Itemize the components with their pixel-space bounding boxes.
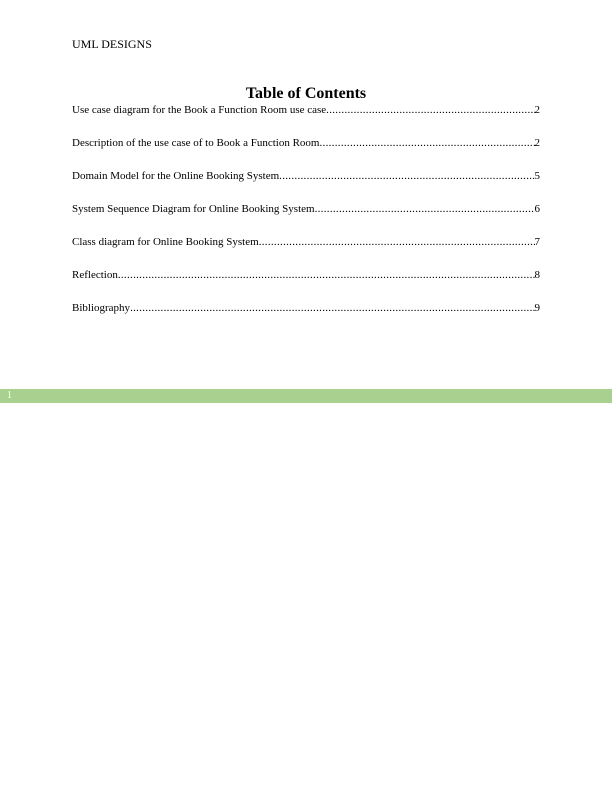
toc-entry-label: Domain Model for the Online Booking System — [72, 170, 280, 182]
toc-entry-label: Class diagram for Online Booking System — [72, 236, 259, 248]
footer-page-number: 1 — [7, 390, 12, 401]
toc-entry-page: 9 — [534, 302, 540, 314]
toc-entry-page: 2 — [534, 137, 540, 149]
toc-entry-page: 5 — [534, 170, 540, 182]
toc-dot-leader — [319, 137, 534, 150]
toc-dot-leader — [259, 236, 535, 249]
toc-dot-leader — [315, 203, 535, 216]
toc-entry-use-case-diagram[interactable] — [72, 104, 540, 117]
toc-dot-leader — [279, 170, 534, 183]
toc-entry-use-case-description[interactable] — [72, 137, 540, 150]
footer-band — [0, 389, 612, 403]
toc-dot-leader — [118, 269, 535, 282]
toc-entry-class-diagram[interactable] — [72, 236, 540, 249]
toc-entry-bibliography[interactable] — [72, 302, 540, 315]
toc-entry-label: System Sequence Diagram for Online Booking System — [72, 203, 315, 215]
toc-entry-label: Reflection — [72, 269, 118, 281]
table-of-contents — [72, 104, 540, 335]
toc-entry-reflection[interactable] — [72, 269, 540, 282]
toc-entry-label: Bibliography — [72, 302, 131, 314]
toc-dot-leader — [326, 104, 534, 117]
toc-entry-page: 6 — [534, 203, 540, 215]
running-header: UML DESIGNS — [72, 37, 152, 51]
toc-entry-label: Use case diagram for the Book a Function Room use case — [72, 104, 327, 116]
toc-entry-system-sequence-diagram[interactable] — [72, 203, 540, 216]
toc-title: Table of Contents — [245, 85, 367, 102]
toc-entry-domain-model[interactable] — [72, 170, 540, 183]
toc-dot-leader — [130, 302, 534, 315]
toc-entry-page: 8 — [534, 269, 540, 281]
toc-entry-page: 2 — [534, 104, 540, 116]
toc-entry-label: Description of the use case of to Book a Function Room — [72, 137, 320, 149]
toc-entry-page: 7 — [534, 236, 540, 248]
